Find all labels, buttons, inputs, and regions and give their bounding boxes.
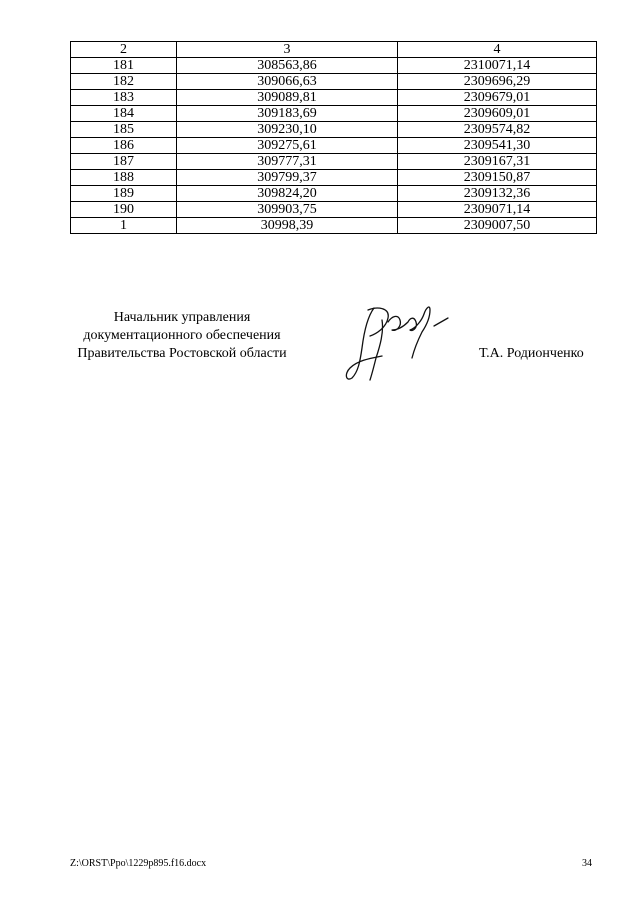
table-row — [71, 106, 597, 122]
table-row — [71, 122, 597, 138]
coordinates-table — [70, 41, 597, 234]
signatory-name: Т.А. Родионченко — [479, 346, 584, 361]
table-cell: 2309132,36 — [398, 186, 597, 202]
table-cell: 309275,61 — [177, 138, 398, 154]
signatory-title-line: Начальник управления — [113, 310, 251, 325]
table-cell: 1 — [71, 218, 177, 234]
signatory-title-line: документационного обеспечения — [83, 328, 281, 343]
table-cell: 309230,10 — [177, 122, 398, 138]
table-row — [71, 218, 597, 234]
table-cell: 188 — [71, 170, 177, 186]
handwritten-signature — [338, 296, 458, 386]
table-row — [71, 138, 597, 154]
footer-file-path: Z:\ORST\Ppo\1229p895.f16.docx — [70, 858, 207, 869]
table-row — [71, 186, 597, 202]
table-cell: 2309071,14 — [398, 202, 597, 218]
table-cell: 187 — [71, 154, 177, 170]
table-cell: 309903,75 — [177, 202, 398, 218]
table-cell: 309066,63 — [177, 74, 398, 90]
table-cell: 309183,69 — [177, 106, 398, 122]
signatory-title-line: Правительства Ростовской области — [77, 346, 287, 361]
table-row — [71, 58, 597, 74]
header-cell: 2 — [71, 42, 177, 58]
table-cell: 309799,37 — [177, 170, 398, 186]
table-cell: 2310071,14 — [398, 58, 597, 74]
table-cell: 2309541,30 — [398, 138, 597, 154]
table-cell: 2309679,01 — [398, 90, 597, 106]
table-row — [71, 154, 597, 170]
table-cell: 2309609,01 — [398, 106, 597, 122]
table-cell: 308563,86 — [177, 58, 398, 74]
table-cell: 30998,39 — [177, 218, 398, 234]
footer-page-number: 34 — [582, 858, 592, 869]
table-cell: 185 — [71, 122, 177, 138]
table-cell: 309777,31 — [177, 154, 398, 170]
table-row — [71, 170, 597, 186]
table-cell: 183 — [71, 90, 177, 106]
table-cell: 2309696,29 — [398, 74, 597, 90]
table-cell: 182 — [71, 74, 177, 90]
header-cell: 4 — [398, 42, 597, 58]
table-cell: 186 — [71, 138, 177, 154]
table-cell: 309089,81 — [177, 90, 398, 106]
table-header-row — [71, 42, 597, 58]
table-cell: 309824,20 — [177, 186, 398, 202]
header-cell: 3 — [177, 42, 398, 58]
table-cell: 2309167,31 — [398, 154, 597, 170]
table-cell: 2309574,82 — [398, 122, 597, 138]
table-cell: 190 — [71, 202, 177, 218]
table-cell: 184 — [71, 106, 177, 122]
table-row — [71, 90, 597, 106]
signatory-title — [68, 309, 296, 363]
table-cell: 2309150,87 — [398, 170, 597, 186]
coordinates-table-body — [71, 42, 597, 234]
table-cell: 2309007,50 — [398, 218, 597, 234]
table-cell: 189 — [71, 186, 177, 202]
table-cell: 181 — [71, 58, 177, 74]
table-row — [71, 202, 597, 218]
table-row — [71, 74, 597, 90]
